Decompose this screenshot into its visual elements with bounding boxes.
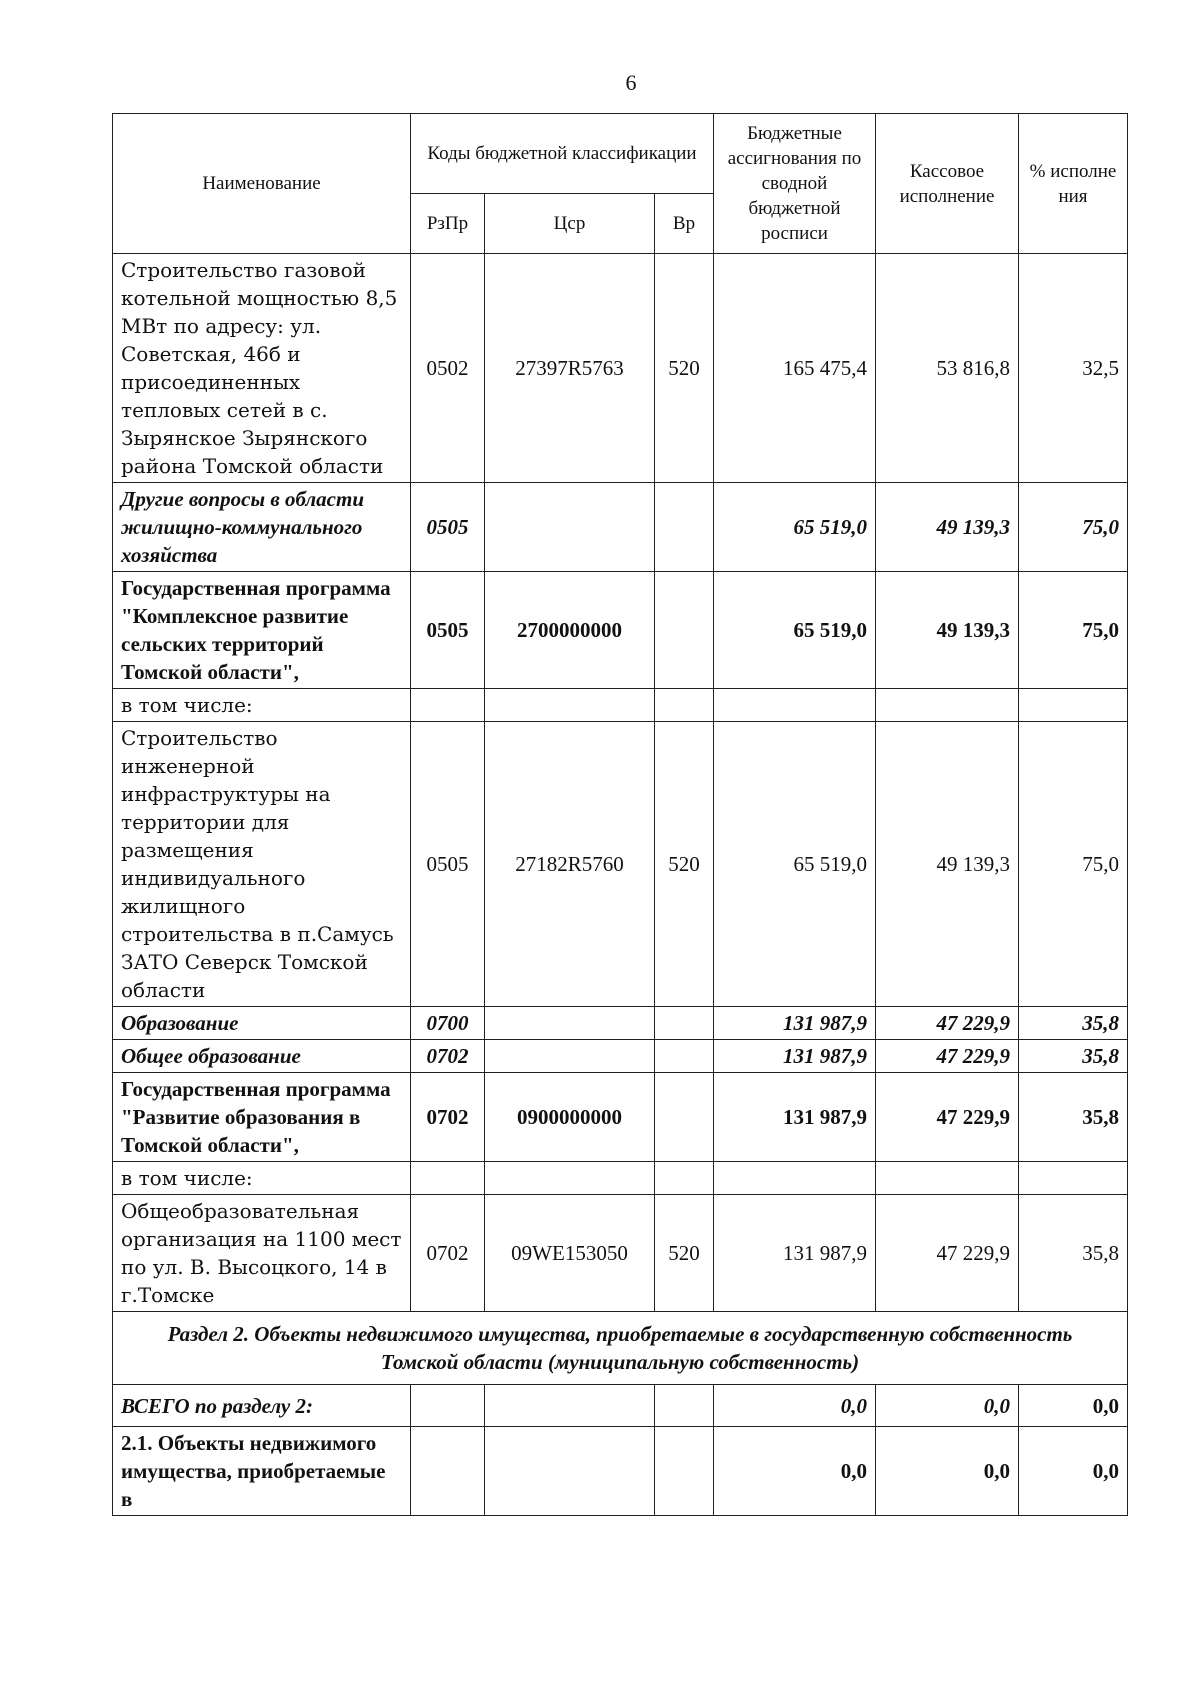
cell-name: Государственная программа "Развитие образования в Томской области", xyxy=(113,1073,411,1162)
cell-tsr: 09WE153050 xyxy=(485,1195,655,1312)
cell-cash: 53 816,8 xyxy=(876,254,1019,483)
cell-assign: 65 519,0 xyxy=(714,572,876,689)
cell-assign: 131 987,9 xyxy=(714,1007,876,1040)
cell-cash: 47 229,9 xyxy=(876,1073,1019,1162)
header-rzpr: РзПр xyxy=(411,194,485,254)
cell-tsr xyxy=(485,1040,655,1073)
cell-name: в том числе: xyxy=(113,689,411,722)
cell-pct: 35,8 xyxy=(1019,1040,1128,1073)
table-row xyxy=(113,1162,1128,1195)
cell-pct: 75,0 xyxy=(1019,722,1128,1007)
cell-vr: 520 xyxy=(655,1195,714,1312)
table-row xyxy=(113,254,1128,483)
cell-cash: 49 139,3 xyxy=(876,572,1019,689)
cell-name: 2.1. Объекты недвижимого имущества, приобретаемые в xyxy=(113,1427,411,1516)
header-vr: Вр xyxy=(655,194,714,254)
cell-assign: 131 987,9 xyxy=(714,1040,876,1073)
cell-pct: 35,8 xyxy=(1019,1195,1128,1312)
cell-pct: 75,0 xyxy=(1019,483,1128,572)
cell-cash: 49 139,3 xyxy=(876,483,1019,572)
cell-cash: 47 229,9 xyxy=(876,1040,1019,1073)
cell-rzpr: 0505 xyxy=(411,722,485,1007)
header-tsr: Цср xyxy=(485,194,655,254)
header-percent: % исполне ния xyxy=(1019,114,1128,254)
cell-rzpr: 0505 xyxy=(411,483,485,572)
cell-name: Строительство инженерной инфраструктуры на территории для размещения индивидуального жилищного строительства в п.Самусь ЗАТО Северск Томской области xyxy=(113,722,411,1007)
page-number: 6 xyxy=(625,70,637,95)
cell-pct: 75,0 xyxy=(1019,572,1128,689)
section-row xyxy=(113,1312,1128,1385)
cell-tsr xyxy=(485,1007,655,1040)
cell-vr xyxy=(655,572,714,689)
cell-name: Строительство газовой котельной мощностью 8,5 МВт по адресу: ул. Советская, 46б и присоединенных тепловых сетей в с. Зырянское Зырянского района Томской области xyxy=(113,254,411,483)
cell-assign: 0,0 xyxy=(714,1427,876,1516)
cell-rzpr: 0702 xyxy=(411,1195,485,1312)
cell-vr xyxy=(655,1007,714,1040)
cell-assign: 131 987,9 xyxy=(714,1073,876,1162)
cell-tsr: 0900000000 xyxy=(485,1073,655,1162)
table-row xyxy=(113,1427,1128,1516)
cell-cash: 47 229,9 xyxy=(876,1007,1019,1040)
cell-assign: 0,0 xyxy=(714,1385,876,1427)
cell-tsr xyxy=(485,483,655,572)
header-name: Наименование xyxy=(113,114,411,254)
table-row xyxy=(113,483,1128,572)
cell-rzpr: 0702 xyxy=(411,1073,485,1162)
cell-assign: 65 519,0 xyxy=(714,483,876,572)
header-assignments: Бюджетные ассигнования по сводной бюджетной росписи xyxy=(714,114,876,254)
cell-name: Другие вопросы в области жилищно-коммунального хозяйства xyxy=(113,483,411,572)
budget-table xyxy=(112,113,1128,1516)
cell-name: Общее образование xyxy=(113,1040,411,1073)
cell-vr xyxy=(655,1040,714,1073)
cell-pct: 32,5 xyxy=(1019,254,1128,483)
cell-assign: 65 519,0 xyxy=(714,722,876,1007)
cell-tsr: 27397R5763 xyxy=(485,254,655,483)
cell-vr xyxy=(655,1073,714,1162)
cell-cash: 0,0 xyxy=(876,1385,1019,1427)
cell-rzpr: 0505 xyxy=(411,572,485,689)
header-cash: Кассовое исполнение xyxy=(876,114,1019,254)
table-row xyxy=(113,1007,1128,1040)
cell-rzpr: 0700 xyxy=(411,1007,485,1040)
cell-cash: 47 229,9 xyxy=(876,1195,1019,1312)
cell-assign: 165 475,4 xyxy=(714,254,876,483)
cell-vr: 520 xyxy=(655,254,714,483)
cell-name: в том числе: xyxy=(113,1162,411,1195)
cell-pct: 35,8 xyxy=(1019,1007,1128,1040)
header-codes-group: Коды бюджетной классификации xyxy=(411,114,714,194)
cell-vr: 520 xyxy=(655,722,714,1007)
cell-tsr: 27182R5760 xyxy=(485,722,655,1007)
table-row xyxy=(113,1073,1128,1162)
cell-rzpr: 0502 xyxy=(411,254,485,483)
cell-assign: 131 987,9 xyxy=(714,1195,876,1312)
table-row xyxy=(113,722,1128,1007)
cell-cash: 0,0 xyxy=(876,1427,1019,1516)
cell-tsr: 2700000000 xyxy=(485,572,655,689)
table-row xyxy=(113,689,1128,722)
cell-name: Общеобразовательная организация на 1100 мест по ул. В. Высоцкого, 14 в г.Томске xyxy=(113,1195,411,1312)
cell-rzpr: 0702 xyxy=(411,1040,485,1073)
cell-pct: 0,0 xyxy=(1019,1427,1128,1516)
section-title: Раздел 2. Объекты недвижимого имущества, приобретаемые в государственную собственность Томской области (муниципальную собственность) xyxy=(113,1312,1128,1385)
table-row xyxy=(113,1385,1128,1427)
table-row xyxy=(113,1040,1128,1073)
cell-vr xyxy=(655,483,714,572)
cell-name: Государственная программа "Комплексное развитие сельских территорий Томской области", xyxy=(113,572,411,689)
table-row xyxy=(113,572,1128,689)
cell-cash: 49 139,3 xyxy=(876,722,1019,1007)
cell-name: Образование xyxy=(113,1007,411,1040)
cell-pct: 35,8 xyxy=(1019,1073,1128,1162)
cell-pct: 0,0 xyxy=(1019,1385,1128,1427)
cell-name: ВСЕГО по разделу 2: xyxy=(113,1385,411,1427)
table-row xyxy=(113,1195,1128,1312)
